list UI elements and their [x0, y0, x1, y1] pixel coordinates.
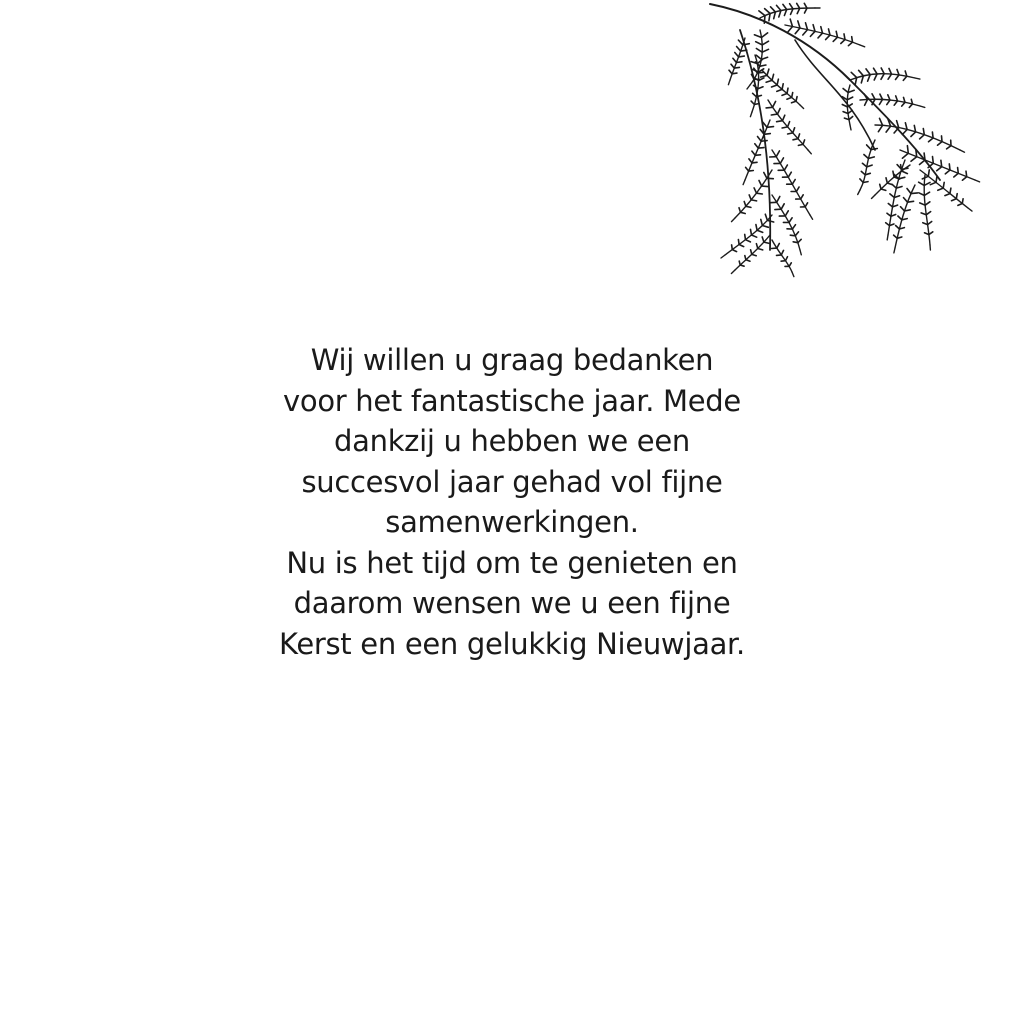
message-line: voor het fantastische jaar. Mede — [283, 383, 741, 418]
message-line: daarom wensen we u een fijne — [293, 586, 731, 620]
message-line: succesvol jaar gehad vol fijne — [301, 464, 723, 499]
greeting-message — [212, 340, 812, 664]
message-line: samenwerkingen. — [385, 505, 639, 539]
message-line: Wij willen u graag bedanken — [310, 343, 714, 377]
pine-branch-icon — [700, 0, 990, 285]
message-line: Nu is het tijd om te genieten en — [286, 545, 738, 580]
message-line: Kerst en een gelukkig Nieuwjaar. — [279, 626, 745, 661]
message-line: dankzij u hebben we een — [334, 424, 690, 458]
